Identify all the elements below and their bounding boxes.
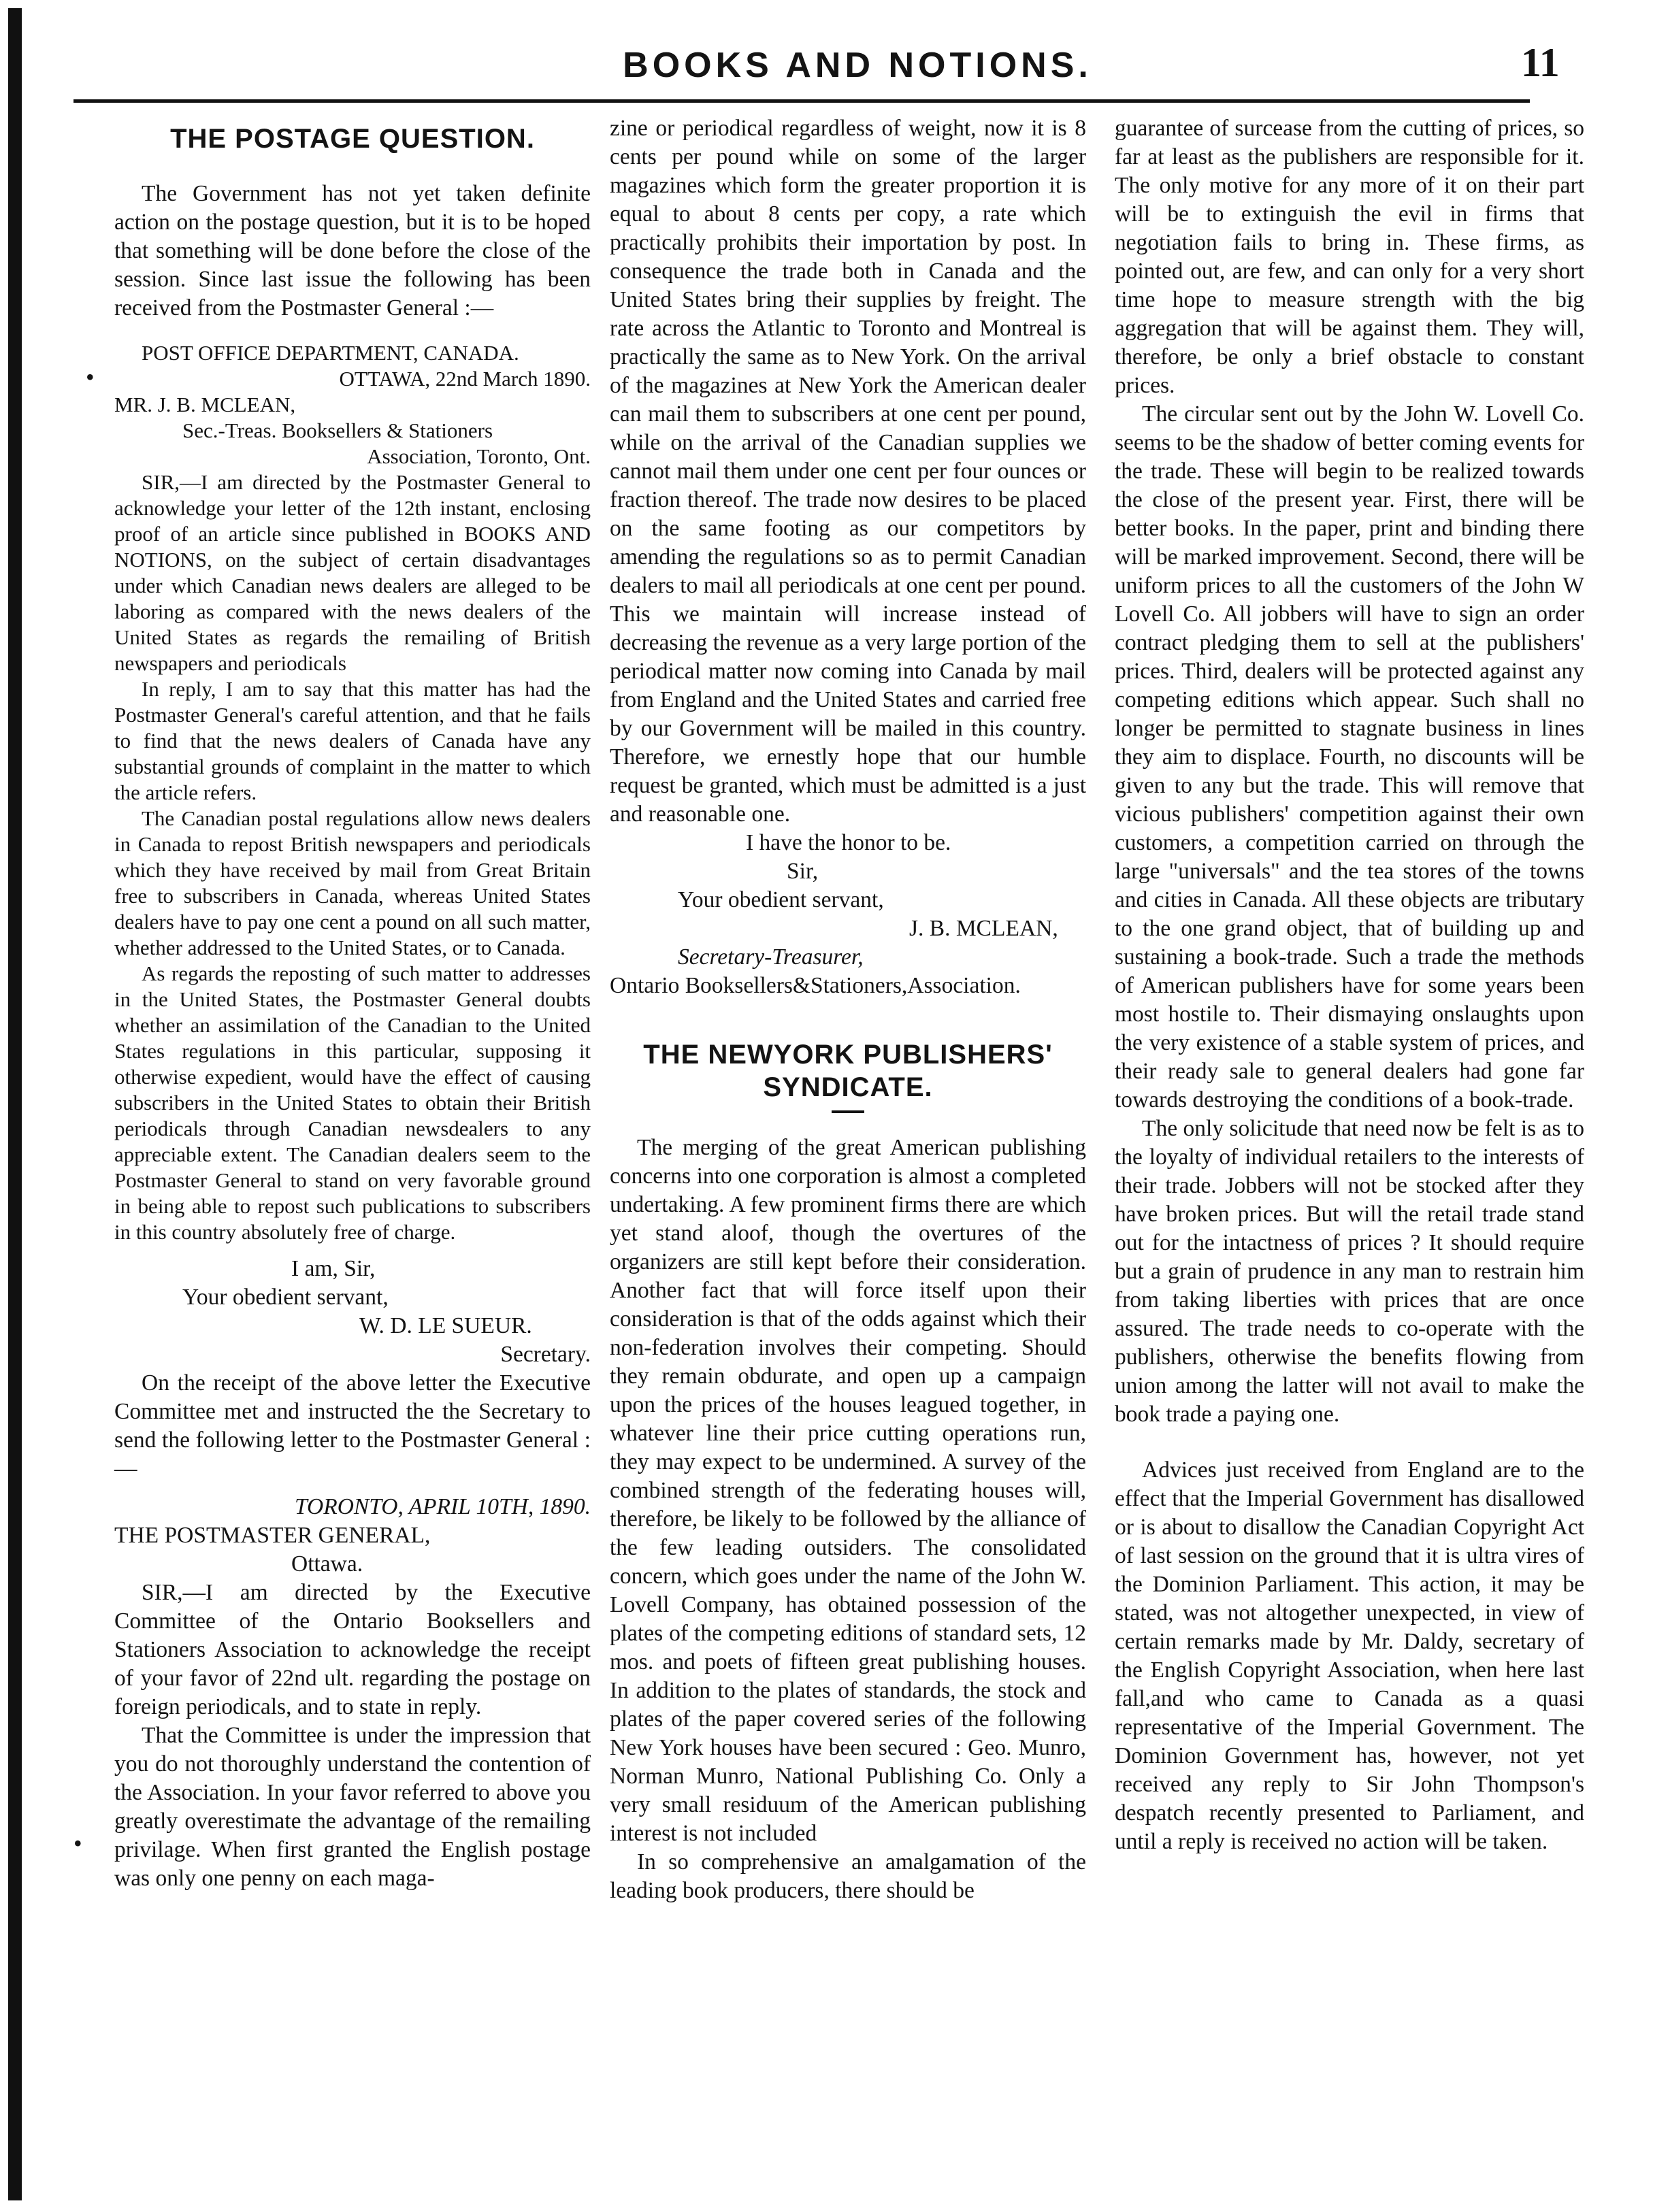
running-header: BOOKS AND NOTIONS. [623, 46, 1092, 85]
margin-mark: • [86, 363, 95, 391]
article-heading: THE POSTAGE QUESTION. [170, 124, 535, 154]
paragraph: On the receipt of the above letter the Executive Committee met and instructed the the Secretary to send the following letter to the Postmaster General :— [114, 1370, 591, 1481]
letter-signer: W. D. LE SUEUR. [359, 1313, 532, 1338]
paragraph: The Canadian postal regulations allow news dealers in Canada to repost British newspapers and periodicals which they have received by mail from Great Britain free to subscribers in Canada, whereas United States dealers have to pay one cent a pound on all such matter, whether addressed to the United States, or to Canada. [114, 806, 591, 959]
letter-closing: I have the honor to be. [746, 830, 951, 855]
letter-signer-org: Ontario Booksellers&Stationers,Association. [610, 973, 1021, 998]
article-heading: THE NEWYORK PUBLISHERS' SYNDICATE. [643, 1040, 1053, 1102]
paragraph: The Government has not yet taken definite action on the postage question, but it is to be hoped that something will be done before the close of the session. Since last issue the following has been received from the Postmaster General :— [114, 181, 591, 320]
paragraph: In so comprehensive an amalgamation of the leading book producers, there should be [610, 1849, 1086, 1903]
column-1 [114, 114, 591, 1893]
letter-addressee-place: Ottawa. [291, 1551, 363, 1577]
letter-closing: Your obedient servant, [678, 887, 884, 912]
letter-addressee: THE POSTMASTER GENERAL, [114, 1523, 431, 1548]
letter-closing: Sir, [787, 859, 819, 884]
letter-dateline: OTTAWA, 22nd March 1890. [339, 367, 591, 391]
paragraph: As regards the reposting of such matter to addresses in the United States, the Postmaster General doubts whether an assimilation of the Canadian to the United States regulations in this particular, supposing it otherwise expedient, would have the effect of causing subscribers in the United States to obtain their British periodicals through Canadian newsdealers to any appreciable extent. The Canadian dealers seem to the Postmaster General to stand on very favorable ground in being able to repost such publications to subscribers in this country absolutely free of charge. [114, 961, 591, 1244]
letter-signer-title: Secretary. [500, 1342, 591, 1367]
letter-addressee-org: Association, Toronto, Ont. [367, 444, 591, 468]
paragraph: SIR,—I am directed by the Executive Committee of the Ontario Booksellers and Stationers Association to acknowledge the receipt of your favor of 22nd ult. regarding the postage on foreign periodicals, and to state in reply. [114, 1580, 591, 1719]
letter-addressee-title: Sec.-Treas. Booksellers & Stationers [182, 418, 493, 442]
page-edge-bar [8, 8, 22, 2200]
paragraph: Advices just received from England are to the effect that the Imperial Government has disallowed or is about to disallow the Canadian Copyright Act of last session on the ground that it is ultra vires of the Dominion Parliament. This action, it may be stated, was not altogether unexpected, in view of certain remarks made by Mr. Daldy, secretary of the English Copyright Association, when here last fall,and who came to Canada as a quasi representative of the Imperial Government. The Dominion Government has, however, not yet received any reply to Sir John Thompson's despatch recently presented to Parliament, and until a reply is received no action will be taken. [1115, 1457, 1584, 1854]
page-number: 11 [1521, 40, 1560, 85]
header-rule [73, 99, 1530, 103]
letter-dateline: TORONTO, APRIL 10TH, 1890. [295, 1494, 591, 1519]
paragraph: SIR,—I am directed by the Postmaster General to acknowledge your letter of the 12th instant, enclosing proof of an article since published in BOOKS AND NOTIONS, on the subject of certain disadvantages under which Canadian news dealers are alleged to be laboring as compared with the news dealers of the United States as regards the remailing of British newspapers and periodicals [114, 470, 591, 675]
paragraph: The only solicitude that need now be felt is as to the loyalty of individual retailers to the interests of their trade. Jobbers will not be stocked after they have broken prices. But will the retail trade stand out for the intactness of prices ? It should require but a grain of prudence in any man to restrain him from taking liberties with prices that are once assured. The trade needs to co-operate with the publishers, otherwise the benefits flowing from union among the latter will not avail to make the book trade a paying one. [1115, 1116, 1584, 1427]
paragraph: The circular sent out by the John W. Lovell Co. seems to be the shadow of better coming events for the trade. These will begin to be realized towards the close of the present year. First, there will be better books. In the paper, print and binding there will be marked improvement. Second, there will be uniform prices to all the customers of the John W Lovell Co. All jobbers will have to sign an order contract pledging them to sell at the publishers' prices. Third, dealers will be protected against any competing editions which appear. Such shall no longer be permitted to stagnate business in lines they aim to displace. Fourth, no discounts will be given to any but the trade. This will remove that vicious publishers' competition against their own customers, a competition carried on through the large "universals" and the tea stores of the towns and cities in Canada. All these objects are tributary to the one grand object, that of building up and sustaining a book-trade. Such a trade the methods of American publishers have for some years been most hostile to. Their dismaying onslaughts upon the very existence of a stable system of prices, and their ready sale to general dealers had gone far towards destroying the conditions of a book-trade. [1115, 401, 1584, 1112]
column-2 [610, 114, 1086, 1905]
letter-addressee: MR. J. B. MCLEAN, [114, 393, 296, 416]
heading-dash [832, 1110, 864, 1113]
column-3 [1115, 114, 1584, 1856]
paragraph: In reply, I am to say that this matter has had the Postmaster General's careful attention, and that he fails to find that the news dealers of Canada have any substantial grounds of complaint in the matter to which the article refers. [114, 677, 591, 804]
paragraph: zine or periodical regardless of weight, now it is 8 cents per pound while on some of the larger magazines which form the greater proportion it is equal to about 8 cents per copy, a rate which practically prohibits their importation by post. In consequence the trade both in Canada and the United States bring their supplies by freight. The rate across the Atlantic to Toronto and Montreal is practically the same as to New York. On the arrival of the magazines at New York the American dealer can mail them to subscribers at one cent per pound, while on the arrival of the Canadian supplies we cannot mail them under one cent per four ounces or fraction thereof. The trade now desires to be placed on the same footing as our competitors by amending the regulations so as to permit Canadian dealers to mail all periodicals at one cent per pound. This we maintain will increase instead of decreasing the revenue as a very large portion of the periodical matter now coming into Canada by mail from England and the United States and carried free by our Government will be mailed in this country. Therefore, we ernestly hope that our humble request be granted, which must be admitted is a just and reasonable one. [610, 116, 1086, 827]
paragraph: That the Committee is under the impression that you do not thoroughly understand the contention of the Association. In your favor referred to above you greatly overestimate the advantage of the remailing privilage. When first granted the English postage was only one penny on each maga- [114, 1723, 591, 1891]
letter-closing: Your obedient servant, [182, 1285, 389, 1310]
letter-signer-title: Secretary-Treasurer, [678, 944, 864, 970]
paragraph: The merging of the great American publishing concerns into one corporation is almost a completed undertaking. A few prominent firms there are which yet stand aloof, though the overtures of the organizers are still kept before their consideration. Another fact that will force itself upon their consideration is that of the odds against which their non-federation involves their competing. Should they remain obdurate, and open up a campaign upon the prices of the houses leagued together, in whatever line their price cutting operations run, they may expect to be undermined. A survey of the combined strength of the federating houses will, therefore, be likely to be followed by the alliance of the few leading outsiders. The consolidated concern, which goes under the name of the John W. Lovell Company, has obtained possession of the plates of the competing editions of standard sets, 12 mos. and poets of fifteen great publishing houses. In addition to the plates of standards, the stock and plates of the paper covered series of the following New York houses have been secured : Geo. Munro, Norman Munro, National Publishing Co. Only a very small residuum of the American publishing interest is not included [610, 1135, 1086, 1846]
paragraph: guarantee of surcease from the cutting of prices, so far at least as the publishers are responsible for it. The only motive for any more of it on their part will be to extinguish the evil in firms that negotiation fails to bring in. These firms, as pointed out, are few, and can only for a very short time hope to measure strength with the big aggregation that will be against them. They will, therefore, be only a brief obstacle to constant prices. [1115, 116, 1584, 398]
margin-mark: • [73, 1830, 82, 1857]
letter-signer: J. B. MCLEAN, [909, 916, 1058, 941]
letter-dept: POST OFFICE DEPARTMENT, CANADA. [142, 341, 519, 365]
letter-closing: I am, Sir, [291, 1256, 376, 1281]
letter-postmaster [114, 340, 591, 1245]
